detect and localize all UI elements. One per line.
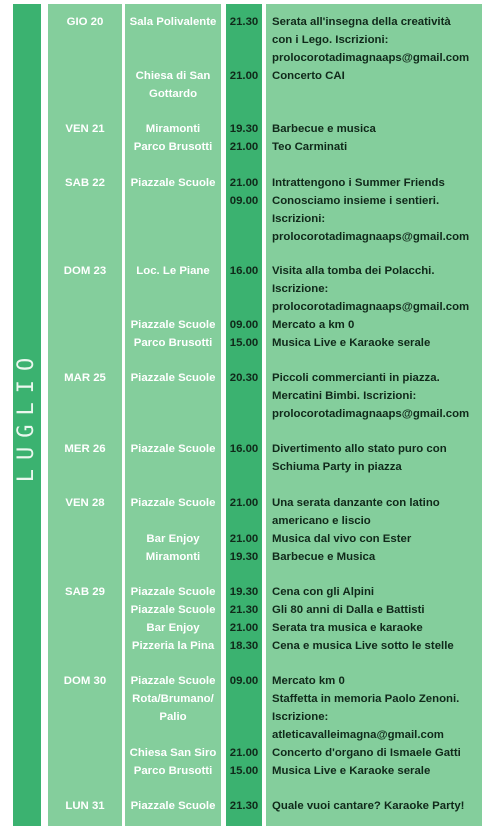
entry-desc: Cena e musica Live sotto le stelle bbox=[272, 640, 454, 652]
entry-desc: Mercatini Bimbi. Iscrizioni: bbox=[272, 390, 417, 402]
entry-place: Piazzale Scuole bbox=[130, 604, 216, 616]
entry-day: SAB 29 bbox=[65, 586, 105, 598]
entry-day: MER 26 bbox=[64, 443, 106, 455]
entry-place: Miramonti bbox=[145, 123, 201, 135]
entry-desc: Intrattengono i Summer Friends bbox=[272, 177, 445, 189]
entry-desc: prolocorotadimagnaaps@gmail.com bbox=[272, 52, 470, 64]
entry-place: Piazzale Scuole bbox=[130, 443, 216, 455]
entry-desc: Musica dal vivo con Ester bbox=[272, 533, 412, 545]
entry-place: Chiesa San Siro bbox=[129, 747, 217, 759]
entry-desc: Conosciamo insieme i sentieri. bbox=[272, 195, 440, 207]
entry-desc: Musica Live e Karaoke serale bbox=[272, 765, 431, 777]
entry-time: 09.00 bbox=[229, 319, 259, 331]
entry-place: Bar Enjoy bbox=[146, 622, 200, 634]
entry-desc: Mercato a km 0 bbox=[272, 319, 355, 331]
entry-desc: Musica Live e Karaoke serale bbox=[272, 337, 431, 349]
entry-time: 21.30 bbox=[229, 800, 259, 812]
entry-time: 19.30 bbox=[229, 551, 259, 563]
entry-time: 15.00 bbox=[229, 765, 259, 777]
entry-time: 21.00 bbox=[229, 70, 259, 82]
entry-time: 21.30 bbox=[229, 604, 259, 616]
entry-desc: Quale vuoi cantare? Karaoke Party! bbox=[272, 800, 465, 812]
entry-place: Parco Brusotti bbox=[133, 337, 213, 349]
entry-desc: Concerto d'organo di Ismaele Gatti bbox=[272, 747, 461, 759]
entry-desc: Iscrizione: bbox=[272, 711, 329, 723]
entry-place: Parco Brusotti bbox=[133, 141, 213, 153]
entry-desc: con i Lego. Iscrizioni: bbox=[272, 34, 389, 46]
entry-desc: Barbecue e musica bbox=[272, 123, 376, 135]
entry-desc: Mercato km 0 bbox=[272, 675, 345, 687]
entry-place: Gottardo bbox=[148, 88, 198, 100]
entry-place: Palio bbox=[159, 711, 187, 723]
entry-desc: Serata all'insegna della creatività bbox=[272, 16, 451, 28]
entry-desc: Serata tra musica e karaoke bbox=[272, 622, 423, 634]
entry-day: SAB 22 bbox=[65, 177, 105, 189]
entry-time: 21.30 bbox=[229, 16, 259, 28]
entry-place: Piazzale Scuole bbox=[130, 586, 216, 598]
entry-desc: Teo Carminati bbox=[272, 141, 348, 153]
entry-day: GIO 20 bbox=[66, 16, 104, 28]
entry-time: 09.00 bbox=[229, 675, 259, 687]
entry-time: 21.00 bbox=[229, 747, 259, 759]
month-label: LUGLIO bbox=[14, 348, 40, 482]
entry-time: 15.00 bbox=[229, 337, 259, 349]
entry-time: 09.00 bbox=[229, 195, 259, 207]
entry-desc: Gli 80 anni di Dalla e Battisti bbox=[272, 604, 425, 616]
entry-time: 16.00 bbox=[229, 265, 259, 277]
entry-desc: Concerto CAI bbox=[272, 70, 345, 82]
entry-desc: Piccoli commercianti in piazza. bbox=[272, 372, 440, 384]
entry-desc: prolocorotadimagnaaps@gmail.com bbox=[272, 231, 470, 243]
entry-day: VEN 21 bbox=[65, 123, 105, 135]
entry-place: Pizzeria la Pina bbox=[131, 640, 215, 652]
entry-place: Piazzale Scuole bbox=[130, 497, 216, 509]
entry-place: Piazzale Scuole bbox=[130, 177, 216, 189]
entry-place: Piazzale Scuole bbox=[130, 372, 216, 384]
entry-place: Piazzale Scuole bbox=[130, 319, 216, 331]
entry-day: VEN 28 bbox=[65, 497, 105, 509]
entry-desc: Iscrizione: bbox=[272, 283, 329, 295]
entry-time: 18.30 bbox=[229, 640, 259, 652]
entry-place: Piazzale Scuole bbox=[130, 800, 216, 812]
entry-time: 19.30 bbox=[229, 586, 259, 598]
entry-desc: prolocorotadimagnaaps@gmail.com bbox=[272, 301, 470, 313]
entry-day: DOM 30 bbox=[63, 675, 107, 687]
entry-place: Chiesa di San bbox=[135, 70, 211, 82]
entry-desc: Una serata danzante con latino bbox=[272, 497, 440, 509]
entry-desc: Visita alla tomba dei Polacchi. bbox=[272, 265, 435, 277]
entry-desc: Divertimento allo stato puro con bbox=[272, 443, 447, 455]
entry-place: Sala Polivalente bbox=[129, 16, 217, 28]
entry-time: 21.00 bbox=[229, 533, 259, 545]
entry-time: 21.00 bbox=[229, 141, 259, 153]
entry-place: Miramonti bbox=[145, 551, 201, 563]
entry-desc: Cena con gli Alpini bbox=[272, 586, 375, 598]
entry-desc: Staffetta in memoria Paolo Zenoni. bbox=[272, 693, 460, 705]
entry-time: 20.30 bbox=[229, 372, 259, 384]
entry-place: Loc. Le Piane bbox=[136, 265, 210, 277]
entry-time: 21.00 bbox=[229, 497, 259, 509]
entry-time: 19.30 bbox=[229, 123, 259, 135]
entry-place: Parco Brusotti bbox=[133, 765, 213, 777]
entry-place: Piazzale Scuole bbox=[130, 675, 216, 687]
entry-desc: americano e liscio bbox=[272, 515, 371, 527]
entry-time: 21.00 bbox=[229, 622, 259, 634]
entry-place: Bar Enjoy bbox=[146, 533, 200, 545]
entry-time: 16.00 bbox=[229, 443, 259, 455]
entry-desc: Schiuma Party in piazza bbox=[272, 461, 402, 473]
entry-desc: Barbecue e Musica bbox=[272, 551, 376, 563]
entry-day: MAR 25 bbox=[64, 372, 106, 384]
entry-day: DOM 23 bbox=[63, 265, 107, 277]
entry-place: Rota/Brumano/ bbox=[132, 693, 214, 705]
month-label-box bbox=[13, 300, 41, 530]
entry-day: LUN 31 bbox=[65, 800, 105, 812]
entry-time: 21.00 bbox=[229, 177, 259, 189]
entry-desc: Iscrizioni: bbox=[272, 213, 326, 225]
entry-desc: prolocorotadimagnaaps@gmail.com bbox=[272, 408, 470, 420]
entry-desc: atleticavalleimagna@gmail.com bbox=[272, 729, 444, 741]
